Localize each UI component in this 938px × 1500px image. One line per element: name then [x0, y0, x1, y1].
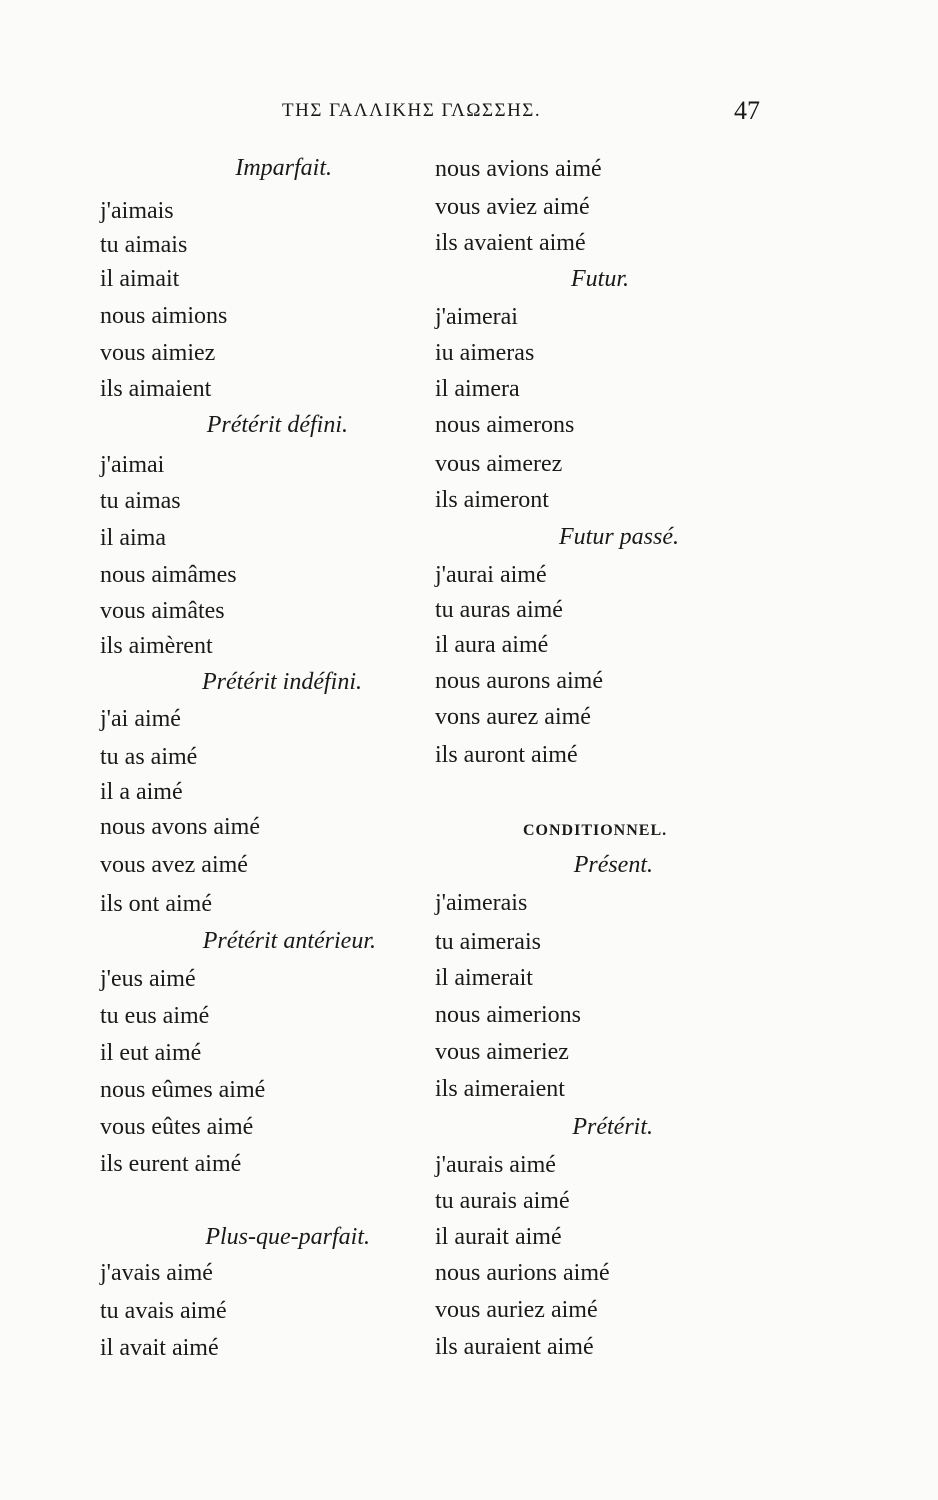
form-line: ils auront aimé: [435, 742, 578, 768]
page-number: 47: [734, 96, 760, 125]
section-title-conditionnel: CONDITIONNEL.: [523, 822, 668, 839]
form-line: vous eûtes aimé: [100, 1114, 254, 1140]
heading-preterit-anterieur: Prétérit antérieur.: [202, 928, 376, 954]
form-line: il aura aimé: [435, 632, 549, 658]
form-line: ils avaient aimé: [435, 230, 586, 256]
heading-imparfait: Imparfait.: [235, 155, 332, 181]
form-line: tu as aimé: [100, 744, 198, 770]
form-line: ils auraient aimé: [435, 1334, 594, 1360]
form-line: tu aurais aimé: [435, 1188, 570, 1214]
form-line: nous eûmes aimé: [100, 1077, 266, 1103]
form-line: ils aimeront: [435, 487, 549, 513]
form-line: vous auriez aimé: [435, 1297, 598, 1323]
running-head: ΤΗΣ ΓΑΛΛΙΚΗΣ ΓΛΩΣΣΗΣ.: [282, 100, 542, 121]
form-line: il aima: [100, 525, 166, 551]
form-line: vous aimâtes: [100, 598, 225, 624]
form-line: ils aimaient: [100, 376, 212, 402]
form-line: j'aurais aimé: [435, 1152, 556, 1178]
form-line: tu eus aimé: [100, 1003, 210, 1029]
form-line: iu aimeras: [435, 340, 535, 366]
form-line: il avait aimé: [100, 1335, 219, 1361]
form-line: nous aurons aimé: [435, 668, 603, 694]
form-line: nous aimerions: [435, 1002, 581, 1028]
heading-futur-passe: Futur passé.: [559, 524, 679, 550]
form-line: il a aimé: [100, 779, 183, 805]
form-line: nous aurions aimé: [435, 1260, 610, 1286]
form-line: j'eus aimé: [100, 966, 196, 992]
form-line: vous aimeriez: [435, 1039, 569, 1065]
form-line: vous avez aimé: [100, 852, 248, 878]
form-line: nous avons aimé: [100, 814, 260, 840]
form-line: j'aimerais: [435, 890, 528, 916]
form-line: ils aimèrent: [100, 633, 213, 659]
heading-present: Présent.: [573, 852, 653, 878]
heading-preterit: Prétérit.: [572, 1114, 653, 1140]
form-line: vous aviez aimé: [435, 194, 590, 220]
form-line: nous aimerons: [435, 412, 575, 438]
form-line: il aimait: [100, 266, 180, 292]
heading-preterit-defini: Prétérit défini.: [206, 412, 348, 438]
form-line: vous aimiez: [100, 340, 216, 366]
form-line: il aurait aimé: [435, 1224, 562, 1250]
form-line: j'aimais: [100, 198, 174, 224]
form-line: nous aimions: [100, 303, 228, 329]
form-line: tu avais aimé: [100, 1298, 227, 1324]
form-line: vous aimerez: [435, 451, 563, 477]
form-line: il eut aimé: [100, 1040, 202, 1066]
form-line: ils aimeraient: [435, 1076, 565, 1102]
form-line: ils ont aimé: [100, 891, 212, 917]
heading-plus-que-parfait: Plus-que-parfait.: [205, 1224, 370, 1250]
form-line: j'aimai: [100, 452, 165, 478]
form-line: j'aurai aimé: [435, 562, 547, 588]
form-line: tu aimas: [100, 488, 181, 514]
form-line: ils eurent aimé: [100, 1151, 242, 1177]
form-line: tu aimerais: [435, 929, 541, 955]
form-line: nous aimâmes: [100, 562, 237, 588]
heading-futur: Futur.: [570, 266, 629, 292]
form-line: j'avais aimé: [100, 1260, 213, 1286]
form-line: il aimerait: [435, 965, 533, 991]
form-line: tu auras aimé: [435, 597, 563, 623]
form-line: vons aurez aimé: [435, 704, 591, 730]
heading-preterit-indefini: Prétérit indéfini.: [202, 669, 362, 695]
form-line: j'aimerai: [435, 304, 518, 330]
form-line: il aimera: [435, 376, 520, 402]
form-line: j'ai aimé: [100, 706, 181, 732]
form-line: tu aimais: [100, 232, 188, 258]
form-line: nous avions aimé: [435, 156, 602, 182]
